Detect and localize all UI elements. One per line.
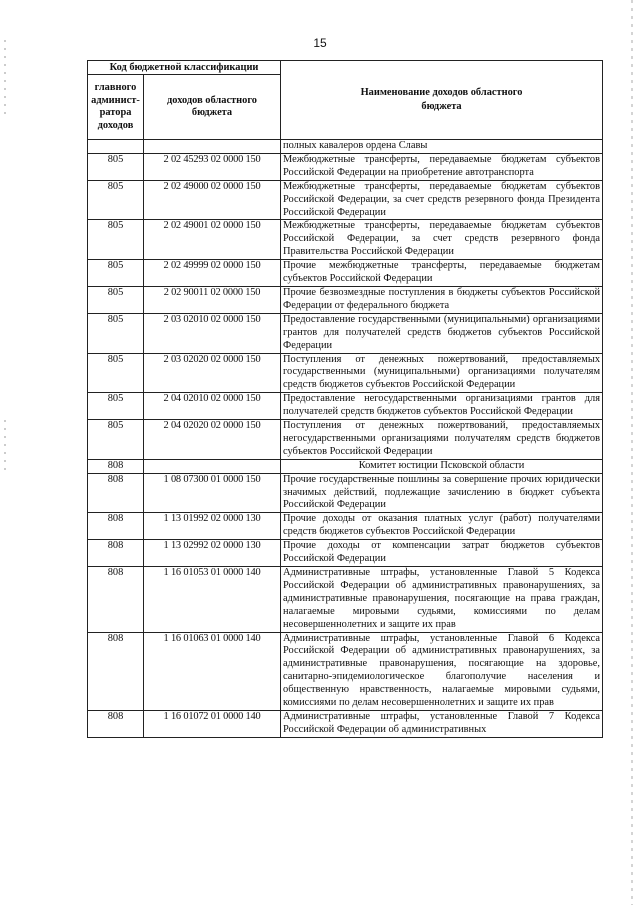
income-name-cell: Предоставление государственными (муниципальными) организациями грантов для получателей средств бюджетов субъектов Российской Федерации bbox=[281, 313, 603, 353]
table-row bbox=[88, 260, 603, 287]
header-admin-text: главного админист-ратора доходов bbox=[91, 82, 140, 131]
income-name-cell: Межбюджетные трансферты, передаваемые бюджетам субъектов Российской Федерации, за счет средств резервного фонда Правительства Российской Федерации bbox=[281, 220, 603, 260]
table-row bbox=[88, 632, 603, 710]
income-name-cell: Административные штрафы, установленные Главой 7 Кодекса Российской Федерации об административных bbox=[281, 710, 603, 737]
admin-code-cell: 805 bbox=[88, 286, 144, 313]
income-code-cell: 2 03 02010 02 0000 150 bbox=[144, 313, 281, 353]
admin-code-cell: 808 bbox=[88, 459, 144, 473]
header-budget-code: Код бюджетной классификации bbox=[88, 61, 281, 75]
header-admin bbox=[88, 75, 144, 140]
admin-code-cell: 805 bbox=[88, 260, 144, 287]
income-name-cell: Административные штрафы, установленные Главой 6 Кодекса Российской Федерации об административных правонарушениях, за административные правонарушения, посягающие на здоровье, санитарно-эпидемиологическое благополучие населения и общественную нравственность, налагаемые мировыми судьями, комиссиями по делам несовершеннолетних и защите их прав bbox=[281, 632, 603, 710]
header-name-text: Наименование доходов областного бюджета bbox=[360, 87, 523, 112]
header-code-text: доходов областного бюджета bbox=[167, 94, 257, 118]
income-name-cell: Административные штрафы, установленные Главой 5 Кодекса Российской Федерации об административных правонарушениях, за административные правонарушения, посягающие на права граждан, налагаемые мировыми судьями, комиссиями по делам несовершеннолетних и защите их прав bbox=[281, 567, 603, 633]
admin-code-cell: 808 bbox=[88, 567, 144, 633]
table-row bbox=[88, 567, 603, 633]
table-header-row-1 bbox=[88, 61, 603, 75]
budget-classification-table bbox=[87, 60, 603, 738]
income-name-cell: Прочие безвозмездные поступления в бюджеты субъектов Российской Федерации от федерального бюджета bbox=[281, 286, 603, 313]
table-row bbox=[88, 153, 603, 180]
header-name bbox=[281, 61, 603, 140]
income-code-cell: 2 02 49999 02 0000 150 bbox=[144, 260, 281, 287]
table-section-row bbox=[88, 459, 603, 473]
income-code-cell: 2 02 90011 02 0000 150 bbox=[144, 286, 281, 313]
admin-code-cell: 805 bbox=[88, 420, 144, 460]
left-margin-marks bbox=[3, 0, 7, 905]
table-body bbox=[88, 140, 603, 738]
income-name-cell: Прочие доходы от компенсации затрат бюджетов субъектов Российской Федерации bbox=[281, 540, 603, 567]
table-row bbox=[88, 513, 603, 540]
admin-code-cell: 805 bbox=[88, 353, 144, 393]
admin-code-cell: 808 bbox=[88, 513, 144, 540]
table-row bbox=[88, 180, 603, 220]
income-code-cell: 1 16 01063 01 0000 140 bbox=[144, 632, 281, 710]
table-row bbox=[88, 220, 603, 260]
income-name-cell: Поступления от денежных пожертвований, предоставляемых государственными (муниципальными) организациями получателям средств бюджетов субъектов Российской Федерации bbox=[281, 353, 603, 393]
income-name-cell: Предоставление негосударственными организациями грантов для получателей средств бюджетов субъектов Российской Федерации bbox=[281, 393, 603, 420]
admin-code-cell: 808 bbox=[88, 632, 144, 710]
income-name-cell: Комитет юстиции Псковской области bbox=[281, 459, 603, 473]
right-margin-marks bbox=[630, 0, 634, 905]
admin-code-cell: 805 bbox=[88, 220, 144, 260]
admin-code-cell: 808 bbox=[88, 473, 144, 513]
income-name-cell: Прочие доходы от оказания платных услуг (работ) получателями средств бюджетов субъектов Российской Федерации bbox=[281, 513, 603, 540]
admin-code-cell: 805 bbox=[88, 153, 144, 180]
income-code-cell: 1 13 02992 02 0000 130 bbox=[144, 540, 281, 567]
income-code-cell: 2 02 49000 02 0000 150 bbox=[144, 180, 281, 220]
admin-code-cell: 808 bbox=[88, 540, 144, 567]
income-name-cell: Прочие государственные пошлины за совершение прочих юридически значимых действий, подлежащие зачислению в бюджет субъекта Российской Федерации bbox=[281, 473, 603, 513]
income-code-cell bbox=[144, 459, 281, 473]
table-row bbox=[88, 420, 603, 460]
income-code-cell: 2 04 02010 02 0000 150 bbox=[144, 393, 281, 420]
income-name-cell: Поступления от денежных пожертвований, предоставляемых негосударственными организациями получателям средств бюджетов субъектов Российской Федерации bbox=[281, 420, 603, 460]
table-row bbox=[88, 473, 603, 513]
admin-code-cell: 805 bbox=[88, 393, 144, 420]
table-row bbox=[88, 286, 603, 313]
table-row bbox=[88, 140, 603, 154]
income-code-cell: 2 04 02020 02 0000 150 bbox=[144, 420, 281, 460]
table-row bbox=[88, 313, 603, 353]
income-code-cell: 1 16 01072 01 0000 140 bbox=[144, 710, 281, 737]
table-row bbox=[88, 540, 603, 567]
header-code bbox=[144, 75, 281, 140]
income-name-cell: полных кавалеров ордена Славы bbox=[281, 140, 603, 154]
admin-code-cell: 805 bbox=[88, 313, 144, 353]
admin-code-cell bbox=[88, 140, 144, 154]
income-code-cell bbox=[144, 140, 281, 154]
income-code-cell: 1 13 01992 02 0000 130 bbox=[144, 513, 281, 540]
table-row bbox=[88, 353, 603, 393]
table-row bbox=[88, 710, 603, 737]
income-code-cell: 1 16 01053 01 0000 140 bbox=[144, 567, 281, 633]
income-name-cell: Межбюджетные трансферты, передаваемые бюджетам субъектов Российской Федерации на приобретение автотранспорта bbox=[281, 153, 603, 180]
income-code-cell: 2 02 45293 02 0000 150 bbox=[144, 153, 281, 180]
income-code-cell: 2 03 02020 02 0000 150 bbox=[144, 353, 281, 393]
admin-code-cell: 805 bbox=[88, 180, 144, 220]
income-name-cell: Прочие межбюджетные трансферты, передаваемые бюджетам субъектов Российской Федерации bbox=[281, 260, 603, 287]
admin-code-cell: 808 bbox=[88, 710, 144, 737]
income-code-cell: 2 02 49001 02 0000 150 bbox=[144, 220, 281, 260]
table-row bbox=[88, 393, 603, 420]
income-code-cell: 1 08 07300 01 0000 150 bbox=[144, 473, 281, 513]
income-name-cell: Межбюджетные трансферты, передаваемые бюджетам субъектов Российской Федерации, за счет средств резервного фонда Президента Российской Федерации bbox=[281, 180, 603, 220]
page-number: 15 bbox=[313, 36, 327, 50]
